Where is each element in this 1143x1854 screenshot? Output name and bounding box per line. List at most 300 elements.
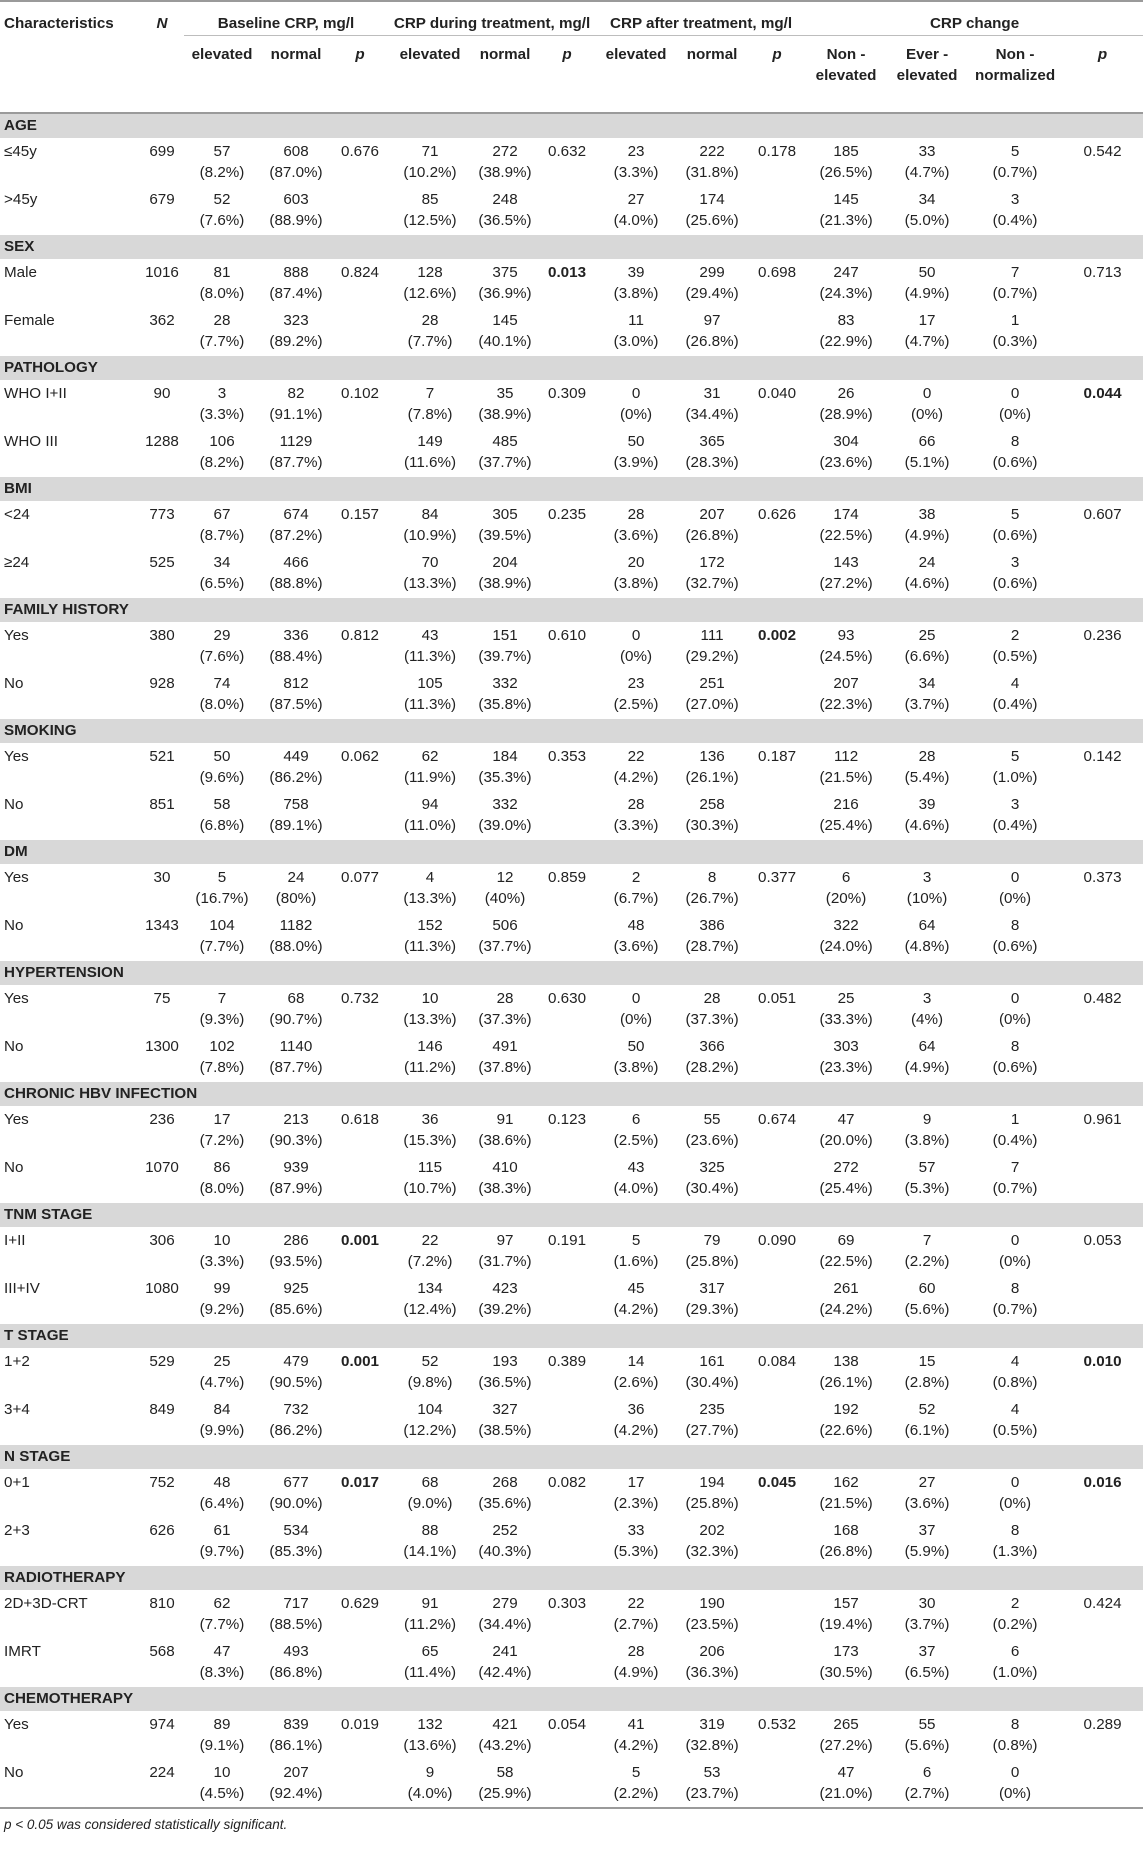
data-cell — [1062, 1349, 1143, 1397]
data-cell — [538, 1470, 596, 1518]
cell-value: 0.618 — [341, 1111, 380, 1128]
cell-value: 252 — [492, 1521, 518, 1539]
section-header-row — [0, 961, 1143, 986]
data-cell — [806, 1591, 886, 1639]
cell-value: 28 — [627, 506, 645, 523]
data-cell — [968, 1591, 1062, 1639]
data-cell — [1062, 187, 1143, 235]
data-cell — [388, 865, 472, 913]
cell-value: 0.051 — [758, 990, 797, 1007]
cell-value: 0 — [922, 385, 932, 402]
cell-percent: (39.7%) — [478, 648, 532, 665]
data-cell — [184, 1760, 260, 1808]
cell-percent: (8.0%) — [199, 1179, 245, 1197]
data-cell — [596, 865, 676, 913]
cell-percent: (32.8%) — [685, 1737, 739, 1754]
cell-percent: (0.6%) — [992, 574, 1038, 592]
data-cell — [332, 1639, 388, 1687]
cell-value: 0 — [1010, 1763, 1020, 1781]
cell-value: 0.123 — [548, 1111, 587, 1128]
data-cell — [538, 139, 596, 187]
row-n-value: 626 — [149, 1521, 175, 1539]
cell-value: 8 — [707, 869, 717, 886]
cell-value: 151 — [492, 627, 518, 644]
row-label: No — [4, 916, 24, 934]
section-header-row — [0, 477, 1143, 502]
data-cell — [472, 744, 538, 792]
cell-value: 0.082 — [548, 1474, 587, 1491]
cell-percent: (0.6%) — [992, 937, 1038, 955]
data-cell — [184, 1397, 260, 1445]
data-cell — [968, 1349, 1062, 1397]
cell-percent: (21.0%) — [819, 1784, 873, 1802]
cell-value: 7 — [217, 990, 227, 1007]
cell-percent: (2.8%) — [904, 1374, 950, 1391]
data-cell — [596, 187, 676, 235]
cell-value: 35 — [496, 385, 514, 402]
subheader-elevated: elevated — [596, 35, 676, 113]
cell-percent: (9.3%) — [199, 1011, 245, 1028]
cell-value: 1 — [1010, 1111, 1020, 1128]
cell-percent: (4.9%) — [904, 285, 950, 302]
cell-value: 2 — [1010, 627, 1020, 644]
data-cell — [388, 744, 472, 792]
cell-value: 88 — [421, 1521, 439, 1539]
data-cell — [748, 986, 806, 1034]
cell-percent: (37.7%) — [478, 453, 532, 471]
cell-value: 0.309 — [548, 385, 587, 402]
section-title: HYPERTENSION — [0, 961, 1143, 986]
cell-value: 1140 — [279, 1037, 313, 1055]
data-cell — [538, 1712, 596, 1760]
cell-value: 28 — [496, 990, 514, 1007]
data-cell — [538, 308, 596, 356]
cell-value: 52 — [918, 1400, 936, 1418]
header-crp-during-treatment: CRP during treatment, mg/l — [388, 1, 596, 35]
cell-value: 0.542 — [1083, 143, 1122, 160]
cell-value: 47 — [213, 1642, 231, 1660]
cell-value: 162 — [833, 1474, 859, 1491]
cell-value: 8 — [1010, 432, 1020, 450]
data-cell — [806, 792, 886, 840]
cell-value: 304 — [833, 432, 859, 450]
cell-percent: (4.9%) — [904, 1058, 950, 1076]
cell-percent: (29.3%) — [685, 1300, 739, 1318]
cell-value: 111 — [700, 627, 724, 644]
row-label: Yes — [4, 627, 29, 644]
cell-percent: (2.7%) — [904, 1784, 950, 1802]
cell-percent: (3.6%) — [613, 527, 659, 544]
table-row — [0, 260, 1143, 308]
data-cell — [260, 502, 332, 550]
cell-percent: (36.5%) — [478, 211, 532, 229]
cell-value: 674 — [283, 506, 309, 523]
header-characteristics: Characteristics — [0, 1, 140, 35]
data-cell — [596, 1591, 676, 1639]
data-cell — [806, 308, 886, 356]
cell-value: 204 — [492, 553, 518, 571]
cell-value: 138 — [833, 1353, 859, 1370]
cell-percent: (2.7%) — [613, 1616, 659, 1633]
data-cell — [184, 1470, 260, 1518]
cell-value: 0.013 — [548, 264, 587, 281]
cell-value: 319 — [699, 1716, 725, 1733]
cell-percent: (0.2%) — [992, 1616, 1038, 1633]
data-cell — [596, 1276, 676, 1324]
section-title: PATHOLOGY — [0, 356, 1143, 381]
cell-value: 30 — [918, 1595, 936, 1612]
data-cell — [1062, 1591, 1143, 1639]
data-cell — [806, 1518, 886, 1566]
data-cell — [968, 1760, 1062, 1808]
cell-percent: (3.8%) — [613, 285, 659, 302]
cell-percent: (16.7%) — [195, 890, 249, 907]
data-cell — [748, 550, 806, 598]
data-cell — [332, 913, 388, 961]
cell-percent: (0.3%) — [992, 332, 1038, 350]
cell-value: 8 — [1010, 1521, 1020, 1539]
row-n-value: 362 — [149, 311, 175, 329]
data-cell — [1062, 1276, 1143, 1324]
data-cell — [388, 1712, 472, 1760]
cell-value: 83 — [837, 311, 855, 329]
cell-percent: (38.9%) — [478, 164, 532, 181]
table-row — [0, 139, 1143, 187]
cell-percent: (4.7%) — [199, 1374, 245, 1391]
data-cell — [676, 550, 748, 598]
cell-percent: (38.9%) — [478, 574, 532, 592]
row-n-value: 90 — [153, 385, 171, 402]
cell-value: 0.532 — [758, 1716, 797, 1733]
data-cell — [676, 381, 748, 429]
data-cell — [676, 260, 748, 308]
cell-percent: (9.8%) — [407, 1374, 453, 1391]
data-cell — [1062, 550, 1143, 598]
table-row — [0, 1349, 1143, 1397]
cell-value: 0.732 — [341, 990, 380, 1007]
data-cell — [388, 1349, 472, 1397]
data-cell — [472, 550, 538, 598]
cell-percent: (88.8%) — [269, 574, 323, 592]
cell-value: 84 — [213, 1400, 231, 1418]
cell-value: 4 — [1010, 1400, 1020, 1418]
cell-value: 0 — [1010, 869, 1020, 886]
cell-value: 305 — [492, 506, 518, 523]
data-cell — [472, 1228, 538, 1276]
cell-value: 0.824 — [341, 264, 380, 281]
cell-value: 732 — [283, 1400, 309, 1418]
cell-value: 174 — [833, 506, 859, 523]
cell-percent: (29.4%) — [685, 285, 739, 302]
cell-percent: (3.3%) — [199, 1253, 245, 1270]
cell-percent: (87.5%) — [269, 695, 323, 713]
cell-percent: (15.3%) — [403, 1132, 457, 1149]
row-label: No — [4, 1037, 24, 1055]
data-cell — [806, 1034, 886, 1082]
cell-value: 168 — [833, 1521, 859, 1539]
cell-value: 34 — [213, 553, 231, 571]
data-cell — [332, 1591, 388, 1639]
cell-value: 0.077 — [341, 869, 380, 886]
cell-value: 184 — [492, 748, 518, 765]
cell-value: 25 — [918, 627, 936, 644]
cell-value: 241 — [492, 1642, 518, 1660]
cell-value: 11 — [628, 311, 644, 329]
row-n-value: 699 — [149, 143, 175, 160]
cell-percent: (39.0%) — [478, 816, 532, 834]
data-cell — [596, 429, 676, 477]
cell-value: 102 — [209, 1037, 235, 1055]
subheader-elevated: elevated — [388, 35, 472, 113]
row-n-value: 224 — [140, 1760, 184, 1808]
data-cell — [806, 913, 886, 961]
data-cell — [676, 1276, 748, 1324]
cell-value: 0.373 — [1083, 869, 1122, 886]
data-cell — [806, 1349, 886, 1397]
data-cell — [748, 671, 806, 719]
cell-percent: (38.5%) — [478, 1421, 532, 1439]
data-cell — [260, 744, 332, 792]
data-cell — [388, 1397, 472, 1445]
cell-percent: (22.9%) — [819, 332, 873, 350]
cell-value: 4 — [425, 869, 435, 886]
cell-value: 0.084 — [758, 1353, 797, 1370]
data-cell — [388, 429, 472, 477]
data-cell — [676, 1518, 748, 1566]
data-cell — [538, 865, 596, 913]
data-cell — [886, 187, 968, 235]
cell-value: 279 — [492, 1595, 518, 1612]
cell-percent: (9.6%) — [199, 769, 245, 786]
data-cell — [676, 187, 748, 235]
data-cell — [538, 744, 596, 792]
cell-percent: (3.7%) — [904, 695, 950, 713]
cell-value: 193 — [492, 1353, 518, 1370]
data-cell — [260, 671, 332, 719]
table-row — [0, 550, 1143, 598]
cell-value: 206 — [699, 1642, 725, 1660]
cell-value: 24 — [918, 553, 936, 571]
cell-percent: (5.9%) — [904, 1542, 950, 1560]
cell-value: 4 — [1010, 674, 1020, 692]
data-cell — [260, 187, 332, 235]
cell-value: 0.389 — [548, 1353, 587, 1370]
cell-percent: (1.0%) — [992, 769, 1038, 786]
cell-value: 47 — [837, 1111, 855, 1128]
cell-value: 20 — [627, 553, 645, 571]
cell-value: 0.961 — [1083, 1111, 1122, 1128]
data-cell — [968, 1228, 1062, 1276]
data-cell — [184, 913, 260, 961]
cell-value: 410 — [492, 1158, 518, 1176]
cell-percent: (2.3%) — [613, 1495, 659, 1512]
data-cell — [748, 381, 806, 429]
table-row — [0, 1591, 1143, 1639]
cell-value: 0.191 — [548, 1232, 587, 1249]
cell-value: 66 — [918, 432, 936, 450]
data-cell — [886, 913, 968, 961]
subheader-non-normalized: Non -normalized — [968, 35, 1062, 113]
table-row — [0, 1712, 1143, 1760]
data-cell — [472, 865, 538, 913]
data-cell — [184, 1228, 260, 1276]
table-row — [0, 623, 1143, 671]
table-row — [0, 308, 1143, 356]
cell-percent: (23.7%) — [685, 1784, 739, 1802]
data-cell — [748, 1276, 806, 1324]
cell-value: 2 — [631, 869, 641, 886]
cell-percent: (26.7%) — [685, 890, 739, 907]
section-header-row — [0, 1082, 1143, 1107]
data-cell — [596, 1397, 676, 1445]
cell-value: 69 — [837, 1232, 855, 1249]
data-cell — [748, 1155, 806, 1203]
cell-value: 888 — [283, 264, 309, 281]
data-cell — [260, 381, 332, 429]
table-row — [0, 1228, 1143, 1276]
cell-percent: (36.3%) — [685, 1663, 739, 1681]
cell-value: 0.090 — [758, 1232, 797, 1249]
section-title: RADIOTHERAPY — [0, 1566, 1143, 1591]
cell-percent: (6.5%) — [904, 1663, 950, 1681]
data-cell — [1062, 1712, 1143, 1760]
cell-value: 207 — [283, 1763, 309, 1781]
data-cell — [806, 1155, 886, 1203]
data-cell — [596, 1639, 676, 1687]
data-cell — [806, 623, 886, 671]
cell-percent: (4.9%) — [613, 1663, 659, 1681]
data-cell — [596, 308, 676, 356]
data-cell — [388, 986, 472, 1034]
cell-percent: (7.8%) — [407, 406, 453, 423]
cell-percent: (3.3%) — [613, 164, 659, 181]
data-cell — [676, 671, 748, 719]
cell-value: 149 — [417, 432, 443, 450]
header-n: N — [140, 1, 184, 35]
cell-percent: (8.0%) — [199, 285, 245, 302]
data-cell — [886, 1034, 968, 1082]
cell-value: 53 — [703, 1763, 721, 1781]
table-body — [0, 113, 1143, 1808]
cell-value: 29 — [213, 627, 231, 644]
row-label: No — [4, 674, 24, 692]
cell-percent: (0.6%) — [992, 453, 1038, 471]
row-label: WHO III — [4, 432, 58, 450]
data-cell — [260, 1228, 332, 1276]
data-cell — [538, 671, 596, 719]
section-title: FAMILY HISTORY — [0, 598, 1143, 623]
data-cell — [388, 1760, 472, 1808]
data-cell — [184, 623, 260, 671]
data-cell — [806, 1712, 886, 1760]
cell-percent: (87.4%) — [269, 285, 323, 302]
table-row — [0, 792, 1143, 840]
cell-value: 3 — [1010, 190, 1020, 208]
cell-value: 91 — [496, 1111, 514, 1128]
cell-value: 213 — [283, 1111, 309, 1128]
cell-percent: (38.9%) — [478, 406, 532, 423]
cell-percent: (37.8%) — [478, 1058, 532, 1076]
cell-value: 2 — [1010, 1595, 1020, 1612]
cell-value: 62 — [213, 1595, 231, 1612]
cell-value: 207 — [699, 506, 725, 523]
cell-percent: (26.5%) — [819, 164, 873, 181]
data-cell — [676, 986, 748, 1034]
cell-percent: (93.5%) — [269, 1253, 323, 1270]
cell-percent: (1.0%) — [992, 1663, 1038, 1681]
cell-value: 0.178 — [758, 143, 797, 160]
cell-value: 0.016 — [1083, 1474, 1122, 1491]
data-cell — [676, 744, 748, 792]
cell-percent: (87.7%) — [269, 1058, 323, 1076]
cell-percent: (11.2%) — [403, 1058, 457, 1076]
cell-value: 41 — [627, 1716, 645, 1733]
section-title: SEX — [0, 235, 1143, 260]
data-cell — [886, 1276, 968, 1324]
cell-value: 45 — [627, 1279, 645, 1297]
data-cell — [968, 1518, 1062, 1566]
cell-percent: (5.3%) — [613, 1542, 659, 1560]
cell-value: 39 — [627, 264, 645, 281]
row-n-value: 529 — [149, 1353, 175, 1370]
data-cell — [748, 1591, 806, 1639]
cell-value: 0.062 — [341, 748, 380, 765]
cell-value: 74 — [213, 674, 231, 692]
cell-value: 386 — [699, 916, 725, 934]
cell-percent: (11.3%) — [403, 695, 457, 713]
cell-percent: (88.9%) — [269, 211, 323, 229]
data-cell — [596, 1034, 676, 1082]
cell-percent: (11.2%) — [403, 1616, 457, 1633]
table-row — [0, 429, 1143, 477]
cell-percent: (22.6%) — [819, 1421, 873, 1439]
cell-percent: (8.0%) — [199, 695, 245, 713]
cell-percent: (3.0%) — [613, 332, 659, 350]
data-cell — [968, 187, 1062, 235]
cell-value: 94 — [421, 795, 439, 813]
cell-percent: (87.7%) — [269, 453, 323, 471]
cell-percent: (4.2%) — [613, 1300, 659, 1318]
cell-value: 0.482 — [1083, 990, 1122, 1007]
data-cell — [968, 744, 1062, 792]
cell-percent: (5.6%) — [904, 1737, 950, 1754]
data-cell — [388, 1591, 472, 1639]
cell-value: 479 — [283, 1353, 309, 1370]
data-cell — [1062, 1107, 1143, 1155]
data-cell — [472, 1591, 538, 1639]
header-crp-change: CRP change — [806, 1, 1143, 35]
cell-value: 79 — [703, 1232, 721, 1249]
section-title: BMI — [0, 477, 1143, 502]
cell-percent: (23.6%) — [819, 453, 873, 471]
data-cell — [332, 1397, 388, 1445]
data-cell — [538, 1518, 596, 1566]
cell-value: 28 — [918, 748, 936, 765]
cell-value: 34 — [918, 190, 936, 208]
data-cell — [886, 429, 968, 477]
data-cell — [184, 1155, 260, 1203]
cell-value: 0.236 — [1083, 627, 1122, 644]
cell-value: 202 — [699, 1521, 725, 1539]
cell-percent: (23.6%) — [685, 1132, 739, 1149]
cell-percent: (40.1%) — [478, 332, 532, 350]
cell-value: 261 — [833, 1279, 859, 1297]
cell-percent: (22.5%) — [819, 1253, 873, 1270]
data-cell — [596, 1470, 676, 1518]
cell-percent: (0.6%) — [992, 1058, 1038, 1076]
data-cell — [260, 792, 332, 840]
cell-percent: (11.4%) — [403, 1663, 457, 1681]
